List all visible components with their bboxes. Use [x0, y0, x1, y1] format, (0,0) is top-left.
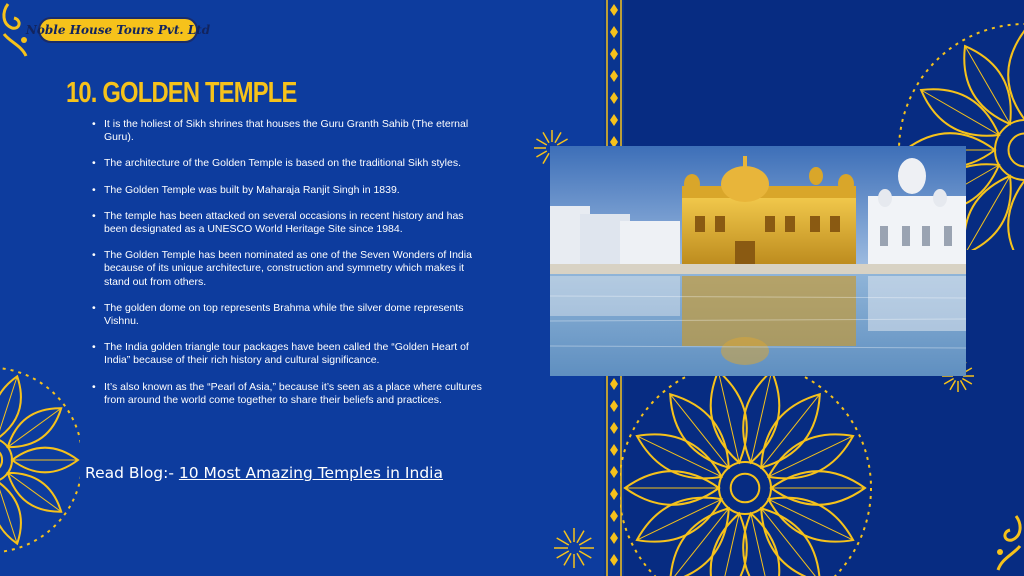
bullet-dot: • — [92, 183, 96, 196]
list-item — [92, 341, 482, 367]
bullet-dot: • — [92, 380, 96, 393]
bullet-text: The temple has been attacked on several occasions in recent history and has been designated as a UNESCO World Heritage Site since 1984. — [104, 209, 464, 236]
bullet-text: The India golden triangle tour packages have been called the “Golden Heart of India” because of their rich history and cultural significance. — [104, 341, 469, 367]
bullet-dot: • — [92, 249, 96, 262]
list-item — [92, 381, 482, 407]
list-item — [92, 157, 482, 170]
sunburst-icon — [552, 526, 596, 570]
list-item — [92, 249, 482, 289]
mandala-icon — [620, 368, 910, 576]
page-title: 10. GOLDEN TEMPLE — [66, 77, 297, 109]
golden-temple-photo — [550, 146, 966, 376]
list-item — [92, 302, 482, 328]
mandala-icon — [0, 345, 80, 576]
list-item — [92, 184, 482, 197]
swirl-icon — [990, 510, 1024, 576]
bullet-list — [92, 118, 482, 420]
bullet-text: The architecture of the Golden Temple is based on the traditional Sikh styles. — [104, 157, 462, 170]
bullet-dot: • — [92, 341, 96, 354]
bullet-text: The golden dome on top represents Brahma while the silver dome represents Vishnu. — [104, 301, 464, 328]
read-blog-line — [85, 464, 443, 482]
list-item — [92, 118, 482, 144]
brand-logo — [25, 17, 211, 43]
bullet-dot: • — [92, 157, 96, 170]
bullet-dot: • — [92, 118, 96, 130]
bullet-dot: • — [92, 209, 96, 222]
bullet-text: It’s also known as the “Pearl of Asia,” because it’s seen as a place where cultures from around the world come together to share their beliefs and practices. — [104, 380, 482, 406]
logo-text: Noble House Tours Pvt. Ltd — [25, 23, 211, 37]
list-item — [92, 210, 482, 236]
read-blog-prefix: Read Blog:- — [85, 464, 179, 482]
bullet-text: The Golden Temple was built by Maharaja Ranjit Singh in 1839. — [104, 183, 400, 196]
bullet-text: It is the holiest of Sikh shrines that houses the Guru Granth Sahib (The eternal Guru). — [104, 118, 469, 144]
bullet-dot: • — [92, 301, 96, 314]
blog-link[interactable]: 10 Most Amazing Temples in India — [178, 464, 443, 482]
bullet-text: The Golden Temple has been nominated as one of the Seven Wonders of India because of its unique architecture, construction and symmetry which makes it stand out from others. — [104, 249, 472, 288]
